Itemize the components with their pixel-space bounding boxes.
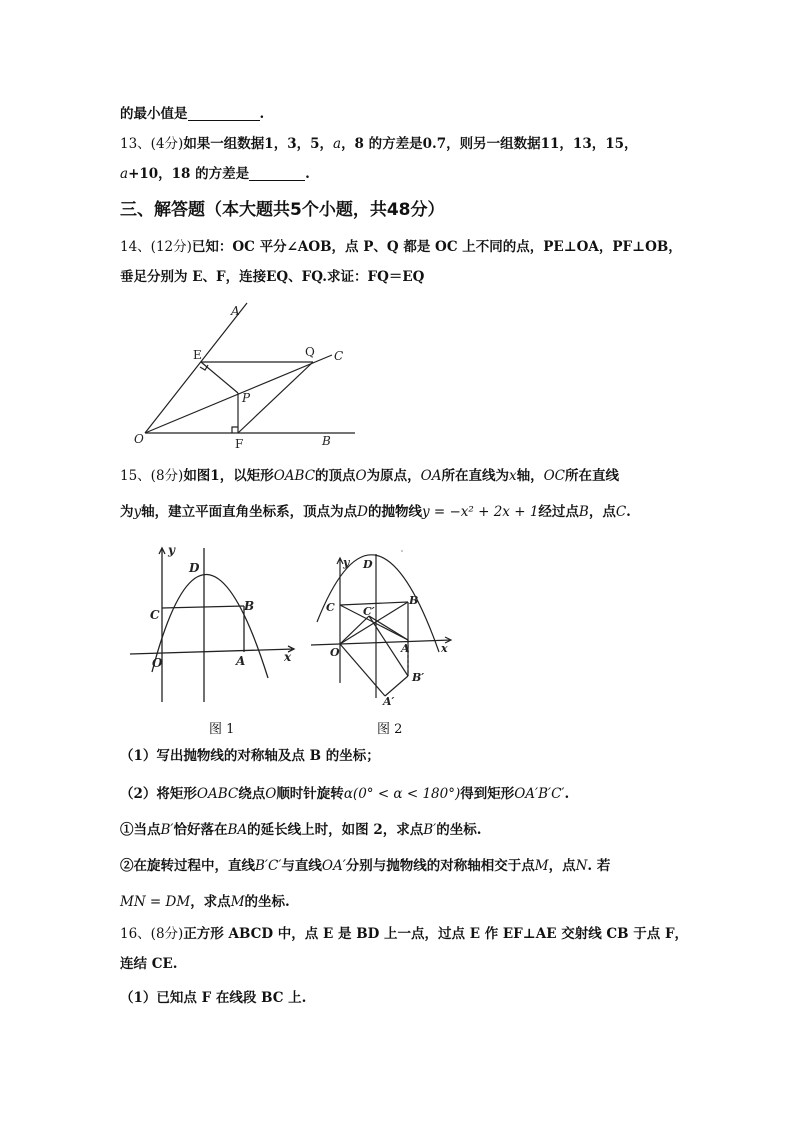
q15-figure-1 <box>126 542 301 707</box>
q15-line-2: 为y轴，建立平面直角坐标系，顶点为点D的抛物线y = −x² + 2x + 1经过点B，点C. <box>120 504 631 520</box>
q12-line: 的最小值是 . <box>120 106 265 122</box>
segment-oc-prime <box>340 616 369 644</box>
q15-figure-2 <box>307 548 457 706</box>
label-c: C <box>334 349 344 363</box>
label-o: O <box>134 432 144 446</box>
parabola <box>152 574 268 678</box>
segment-c-prime-a <box>369 616 408 640</box>
q15-part-2: （2）将矩形OABC绕点O顺时针旋转α(0° < α < 180°)得到矩形OA′B′C′. <box>120 786 570 802</box>
q15-case-1: ①当点B′恰好落在BA的延长线上时，如图 2，求点B′的坐标. <box>120 822 482 838</box>
answer-blank[interactable] <box>188 106 260 121</box>
x-axis <box>130 649 294 654</box>
label-c-prime: C′ <box>363 605 375 618</box>
label-b: B <box>322 434 331 448</box>
x-axis <box>311 640 451 645</box>
label-e: E <box>193 348 202 362</box>
label-d: D <box>363 558 373 571</box>
label-d: D <box>189 561 200 575</box>
q15-part-1: （1）写出抛物线的对称轴及点 B 的坐标； <box>120 748 380 764</box>
answer-blank[interactable] <box>249 166 305 181</box>
right-angle-mark-e <box>200 365 208 370</box>
label-b-prime: B′ <box>412 671 425 684</box>
label-c: C <box>326 601 335 614</box>
label-x: x <box>284 650 292 664</box>
segment-oa-prime <box>340 644 385 696</box>
ray-oa <box>145 303 247 433</box>
q16-line-2: 连结 CE. <box>120 956 178 972</box>
right-angle-mark-f <box>232 427 238 433</box>
label-o: O <box>152 656 163 670</box>
label-q: Q <box>305 345 315 359</box>
label-a: A <box>401 642 410 655</box>
q15-case-2: ②在旋转过程中，直线B′C′与直线OA′分别与抛物线的对称轴相交于点M，点N. 若 <box>120 858 611 874</box>
label-b: B <box>409 594 419 607</box>
label-y: y <box>343 556 350 569</box>
label-c: C <box>150 608 160 622</box>
q14-line-1: 14、(12分)已知：OC 平分∠AOB，点 P、Q 都是 OC 上不同的点，PE⊥OA，PF⊥OB， <box>120 239 682 255</box>
q13-line-2: a+10，18 的方差是 . <box>120 166 310 182</box>
label-o: O <box>330 646 340 659</box>
q16-line-1: 16、(8分)正方形 ABCD 中，点 E 是 BD 上一点，过点 E 作 EF⊥AE 交射线 CB 于点 F， <box>120 926 689 942</box>
label-a: A <box>231 304 240 318</box>
q15-line-1: 15、(8分)如图1，以矩形OABC的顶点O为原点，OA所在直线为x轴，OC所在直线 <box>120 468 619 484</box>
stray-dot <box>401 550 403 552</box>
q15-case-2-cont: MN = DM，求点M的坐标. <box>120 894 290 910</box>
label-b: B <box>244 599 255 613</box>
q13-line-1: 13、(4分)如果一组数据1，3，5，a，8 的方差是0.7，则另一组数据11，13，15， <box>120 136 638 152</box>
label-x: x <box>441 642 448 655</box>
q16-part-1: （1）已知点 F 在线段 BC 上. <box>120 990 307 1006</box>
label-p: P <box>242 391 251 405</box>
label-y: y <box>168 543 175 557</box>
section-heading: 三、解答题（本大题共5个小题，共48分） <box>120 200 445 220</box>
label-a: A <box>236 654 246 668</box>
q14-figure <box>120 300 370 455</box>
label-f: F <box>235 437 244 451</box>
figure-2-caption: 图 2 <box>377 722 403 737</box>
figure-1-caption: 图 1 <box>209 722 235 737</box>
q14-line-2: 垂足分别为 E、F，连接EQ、FQ.求证：FQ＝EQ <box>120 269 425 285</box>
label-a-prime: A′ <box>383 695 395 706</box>
segment-a-prime-b-prime <box>385 676 408 696</box>
